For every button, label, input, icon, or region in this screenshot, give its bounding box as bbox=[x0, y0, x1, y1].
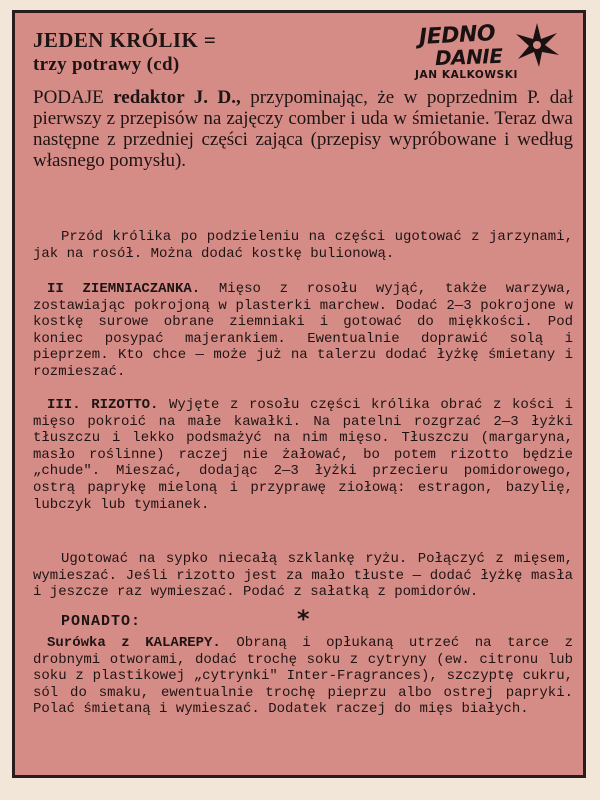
ponadto-heading: PONADTO: bbox=[61, 613, 142, 630]
section-asterisk: * bbox=[297, 605, 310, 633]
recipe-text-rizotto: Wyjęte z rosołu części królika obrać z kości i mięso pokroić na małe kawałki. Na patelni rozgrzać 2—3 łyżki tłuszczu i lekko podsmażyć na nim mięso. Tłuszczu (margaryna, masło roślinne) raczej nie żałować, bo potem rizotto będzie „chude". Mieszać, dodając 2—3 łyżki przecieru pomidorowego, ostrą paprykę mieloną i przyprawę ziołową: estragon, bazylię, lubczyk lub tymianek. bbox=[33, 397, 574, 513]
logo-word-danie: DANIE bbox=[434, 43, 503, 71]
logo-word-jedno: JEDNO bbox=[418, 21, 496, 50]
paragraph-przod-krolika: Przód królika po podzieleniu na części ugotować z jarzynami, jak na rosół. Można dodać kostkę bulionową. bbox=[33, 229, 573, 262]
column-logo bbox=[415, 21, 565, 85]
star-icon bbox=[513, 21, 561, 69]
paragraph-ryz: Ugotować na sypko niecałą szklankę ryżu. Połączyć z mięsem, wymieszać. Jeśli rizotto jest za mało tłuste — dodać łyżkę masła i jeszcze raz wymieszać. Podać z sałatką z pomidorów. bbox=[33, 551, 573, 601]
lede-paragraph bbox=[33, 87, 573, 171]
paragraph-ziemniaczanka bbox=[33, 281, 573, 381]
article-title: JEDEN KRÓLIK = bbox=[33, 28, 217, 52]
recipe-heading-surowka: Surówka z KALAREPY. bbox=[47, 635, 221, 651]
paragraph-rizotto bbox=[33, 397, 573, 513]
article-subtitle: trzy potrawy (cd) bbox=[33, 54, 180, 75]
newspaper-clipping bbox=[12, 10, 586, 778]
paragraph-surowka bbox=[33, 635, 573, 718]
recipe-heading-ziemniaczanka: II ZIEMNIACZANKA. bbox=[47, 281, 201, 297]
recipe-text-surowka: Obraną i opłukaną utrzeć na tarce z drobnymi otworami, dodać trochę soku z cytryny (ew. citronu lub soku z plastikowej „cytrynki" Inter-Fragrances), szczyptę cukru, sól do smaku, ewentualnie trochę pieprzu albo ostrej papryki. Polać śmietaną i wymieszać. Dodatek raczej do mięs białych. bbox=[33, 635, 573, 718]
recipe-heading-rizotto: III. RIZOTTO. bbox=[47, 397, 159, 413]
lede-text: przypominając, że w poprzednim P. dał pierwszy z przepisów na zajęczy comber i uda w śmietanie. Teraz dwa następne z przedniej części zająca (przepisy wypróbowane i według własnego pomysłu). bbox=[33, 87, 573, 171]
recipe-text-ziemniaczanka: Mięso z rosołu wyjąć, także warzywa, zostawiając pokrojoną w plasterki marchew. Dodać 2—3 pokrojone w kostkę surowe obrane ziemniaki i gotować do miękkości. Pod koniec posypać majerankiem. Ewentualnie doprawić solą i pieprzem. Kto chce — może już na talerzu dodać łyżkę śmietany i rozmieszać. bbox=[33, 281, 573, 380]
logo-author: JAN KALKOWSKI bbox=[415, 69, 519, 81]
lede-lead-word: PODAJE bbox=[33, 87, 104, 108]
lede-editor: redaktor J. D., bbox=[113, 87, 241, 108]
